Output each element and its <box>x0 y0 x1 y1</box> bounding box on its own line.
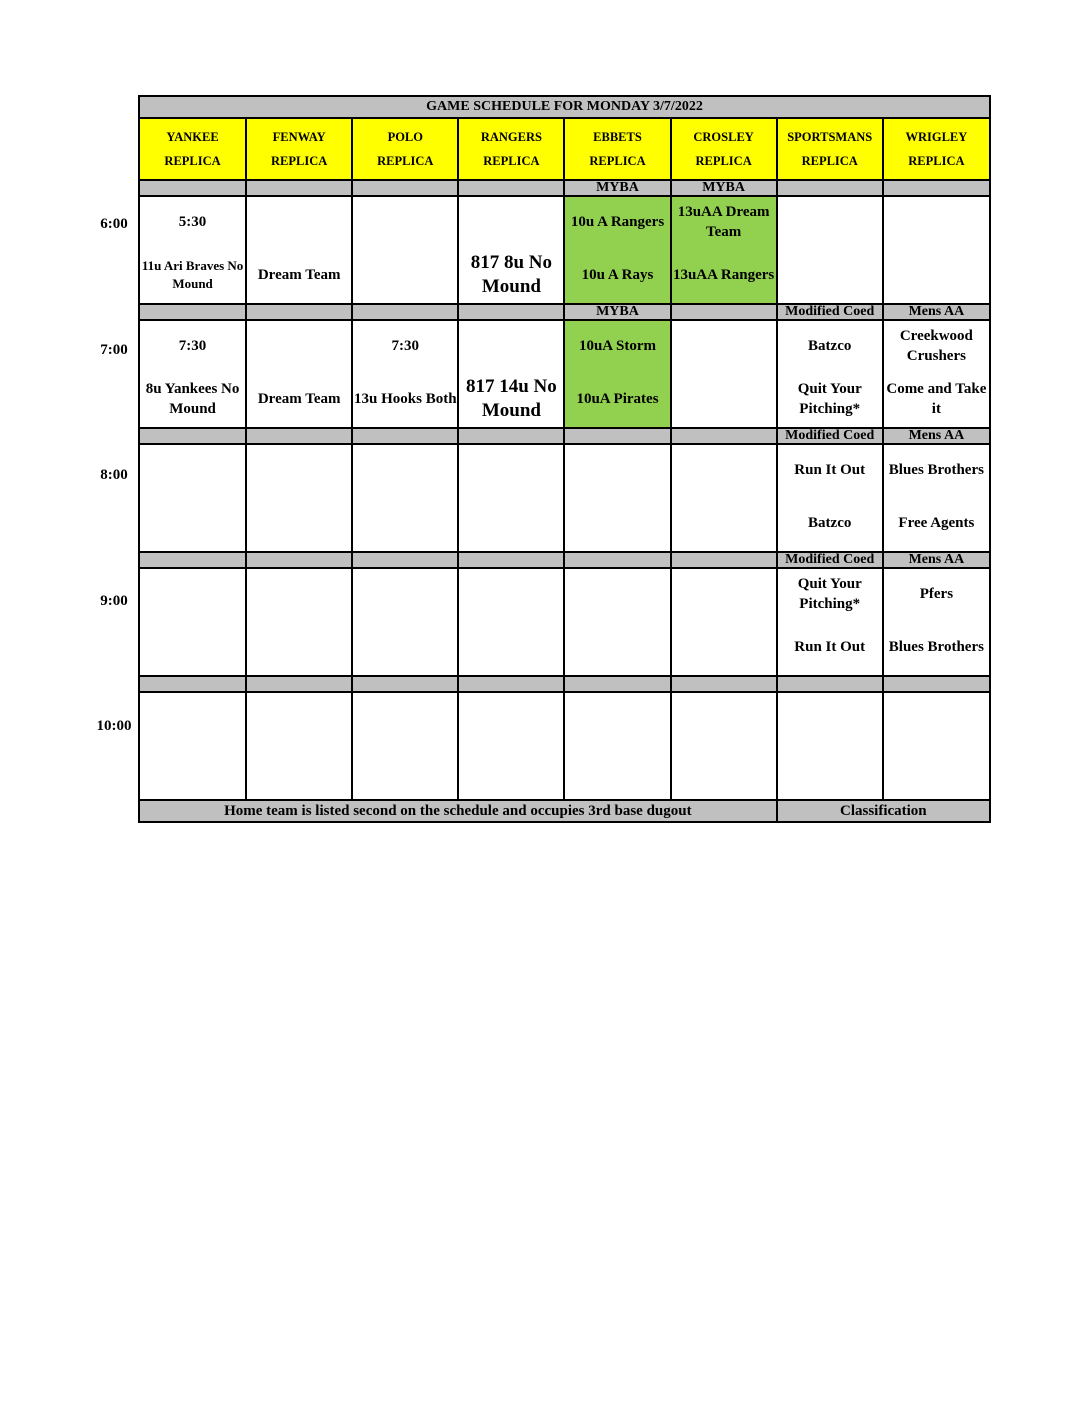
away-team <box>672 445 776 495</box>
game-cell <box>671 568 777 676</box>
away-team <box>672 569 776 619</box>
home-team: Blues Brothers <box>888 639 984 655</box>
time-label: 6:00 <box>100 216 128 232</box>
away-team <box>353 445 457 495</box>
classification-cell <box>458 676 564 692</box>
away-team <box>247 445 351 495</box>
classification-cell <box>352 552 458 568</box>
field-name: SPORTSMANS <box>787 130 873 144</box>
away-team: Blues Brothers <box>888 462 984 478</box>
classification-cell: Modified Coed <box>777 304 883 320</box>
field-header <box>139 118 246 180</box>
classification-cell: Modified Coed <box>777 428 883 444</box>
classification-cell <box>352 676 458 692</box>
classification-cell <box>139 552 246 568</box>
game-cell <box>352 568 458 676</box>
classification-cell: Mens AA <box>883 552 990 568</box>
game-cell <box>458 444 564 552</box>
field-name: YANKEE <box>166 130 219 144</box>
away-team: 7:30 <box>178 338 207 354</box>
home-team <box>565 495 669 551</box>
field-type: REPLICA <box>589 154 646 168</box>
game-cell <box>352 320 458 428</box>
away-team <box>565 693 669 743</box>
field-type: REPLICA <box>801 154 858 168</box>
game-cell <box>246 196 352 304</box>
field-type: REPLICA <box>483 154 540 168</box>
home-team <box>565 619 669 675</box>
classification-cell: MYBA <box>564 180 670 196</box>
away-team: 7:30 <box>391 338 420 354</box>
home-team: Run It Out <box>794 639 866 655</box>
home-team: Come and Take it <box>886 381 987 417</box>
game-cell <box>883 196 990 304</box>
classification-legend: Classification <box>777 800 990 822</box>
classification-cell <box>671 304 777 320</box>
game-cell <box>458 320 564 428</box>
home-team <box>884 247 989 303</box>
home-team <box>353 495 457 551</box>
field-name: CROSLEY <box>693 130 754 144</box>
game-cell <box>246 692 352 800</box>
away-team: 10uA Storm <box>578 338 657 354</box>
field-header <box>246 118 352 180</box>
home-team <box>884 743 989 799</box>
away-team: Batzco <box>808 338 852 354</box>
classification-cell: Mens AA <box>883 428 990 444</box>
home-team <box>672 743 776 799</box>
field-header <box>883 118 990 180</box>
field-type: REPLICA <box>908 154 965 168</box>
away-team <box>353 197 457 247</box>
schedule-table <box>138 95 991 823</box>
game-cell <box>352 444 458 552</box>
home-team <box>672 371 776 427</box>
home-team: Dream Team <box>257 391 341 407</box>
away-team <box>672 693 776 743</box>
game-cell <box>139 692 246 800</box>
classification-cell <box>883 180 990 196</box>
game-cell <box>671 320 777 428</box>
classification-cell <box>564 676 670 692</box>
classification-cell <box>246 180 352 196</box>
away-team <box>565 445 669 495</box>
time-label: 10:00 <box>96 718 132 734</box>
classification-cell <box>671 676 777 692</box>
away-team: Quit Your Pitching* <box>797 576 862 612</box>
field-type: REPLICA <box>695 154 752 168</box>
classification-cell: MYBA <box>671 180 777 196</box>
away-team <box>353 569 457 619</box>
game-cell <box>564 444 670 552</box>
game-cell <box>139 320 246 428</box>
away-team <box>778 197 882 247</box>
home-team <box>247 495 351 551</box>
game-cell <box>139 568 246 676</box>
game-cell <box>352 692 458 800</box>
game-cell <box>883 444 990 552</box>
field-type: REPLICA <box>164 154 221 168</box>
away-team <box>884 197 989 247</box>
away-team <box>565 569 669 619</box>
home-team <box>140 619 245 675</box>
away-team <box>140 569 245 619</box>
game-cell <box>139 196 246 304</box>
field-type: REPLICA <box>271 154 328 168</box>
classification-cell <box>139 180 246 196</box>
game-cell <box>883 692 990 800</box>
away-team <box>140 693 245 743</box>
away-team <box>140 445 245 495</box>
game-cell <box>246 444 352 552</box>
home-team: 13u Hooks Both <box>354 391 457 407</box>
home-team: Batzco <box>808 515 852 531</box>
home-team <box>672 619 776 675</box>
classification-cell <box>777 180 883 196</box>
time-label: 8:00 <box>100 467 128 483</box>
away-team <box>247 197 351 247</box>
home-team-note: Home team is listed second on the schedule and occupies 3rd base dugout <box>139 800 777 822</box>
game-cell <box>564 320 670 428</box>
away-team <box>459 197 563 247</box>
classification-cell <box>564 428 670 444</box>
away-team: Creekwood Crushers <box>899 328 973 364</box>
classification-cell: Mens AA <box>883 304 990 320</box>
field-header <box>352 118 458 180</box>
field-type: REPLICA <box>377 154 434 168</box>
home-team <box>459 743 563 799</box>
away-team <box>459 569 563 619</box>
home-team: Quit Your Pitching* <box>797 381 862 417</box>
game-cell <box>458 196 564 304</box>
home-team: Free Agents <box>898 515 975 531</box>
game-cell <box>777 692 883 800</box>
home-team <box>353 619 457 675</box>
field-header <box>564 118 670 180</box>
away-team <box>247 693 351 743</box>
game-cell <box>564 568 670 676</box>
game-cell <box>883 320 990 428</box>
field-header <box>671 118 777 180</box>
home-team: 11u Ari Braves No Mound <box>141 258 244 291</box>
game-cell <box>352 196 458 304</box>
away-team: 10u A Rangers <box>570 214 665 230</box>
home-team: 817 8u No Mound <box>470 252 553 297</box>
game-cell <box>777 320 883 428</box>
game-cell <box>246 568 352 676</box>
classification-cell <box>139 428 246 444</box>
home-team <box>247 743 351 799</box>
classification-cell <box>671 428 777 444</box>
page-title: GAME SCHEDULE FOR MONDAY 3/7/2022 <box>139 96 990 118</box>
field-name: FENWAY <box>272 130 326 144</box>
game-cell <box>671 196 777 304</box>
away-team <box>884 693 989 743</box>
home-team <box>459 619 563 675</box>
game-cell <box>564 196 670 304</box>
away-team <box>459 321 563 371</box>
home-team: 8u Yankees No Mound <box>145 381 240 417</box>
classification-cell <box>458 180 564 196</box>
home-team <box>778 247 882 303</box>
classification-cell <box>458 304 564 320</box>
home-team <box>140 495 245 551</box>
game-cell <box>671 692 777 800</box>
classification-cell <box>246 428 352 444</box>
away-team <box>778 693 882 743</box>
game-cell <box>458 692 564 800</box>
home-team: 10uA Pirates <box>576 391 659 407</box>
time-label: 7:00 <box>100 342 128 358</box>
game-cell <box>139 444 246 552</box>
classification-cell <box>246 552 352 568</box>
field-name: WRIGLEY <box>905 130 968 144</box>
field-name: RANGERS <box>480 130 542 144</box>
classification-cell <box>352 428 458 444</box>
home-team <box>353 743 457 799</box>
home-team <box>140 743 245 799</box>
away-team <box>459 445 563 495</box>
classification-cell: Modified Coed <box>777 552 883 568</box>
away-team <box>672 321 776 371</box>
classification-cell <box>352 180 458 196</box>
home-team <box>353 247 457 303</box>
home-team <box>247 619 351 675</box>
field-name: EBBETS <box>593 130 642 144</box>
away-team: Run It Out <box>794 462 866 478</box>
home-team <box>459 495 563 551</box>
game-cell <box>883 568 990 676</box>
away-team <box>353 693 457 743</box>
game-cell <box>671 444 777 552</box>
field-header <box>458 118 564 180</box>
game-cell <box>777 196 883 304</box>
classification-cell <box>352 304 458 320</box>
classification-cell <box>139 304 246 320</box>
away-team: 5:30 <box>178 214 207 230</box>
time-label: 9:00 <box>100 593 128 609</box>
classification-cell <box>777 676 883 692</box>
classification-cell <box>139 676 246 692</box>
game-cell <box>777 444 883 552</box>
home-team <box>672 495 776 551</box>
away-team <box>459 693 563 743</box>
game-cell <box>777 568 883 676</box>
away-team <box>247 321 351 371</box>
home-team: 13uAA Rangers <box>672 267 775 283</box>
game-cell <box>458 568 564 676</box>
home-team <box>778 743 882 799</box>
home-team <box>565 743 669 799</box>
classification-cell: MYBA <box>564 304 670 320</box>
classification-cell <box>564 552 670 568</box>
classification-cell <box>883 676 990 692</box>
away-team: Pfers <box>919 586 954 602</box>
classification-cell <box>458 552 564 568</box>
game-cell <box>564 692 670 800</box>
classification-cell <box>671 552 777 568</box>
home-team: Dream Team <box>257 267 341 283</box>
home-team: 10u A Rays <box>581 267 654 283</box>
away-team: 13uAA Dream Team <box>677 204 770 240</box>
game-cell <box>246 320 352 428</box>
field-header <box>777 118 883 180</box>
classification-cell <box>246 304 352 320</box>
classification-cell <box>246 676 352 692</box>
classification-cell <box>458 428 564 444</box>
away-team <box>247 569 351 619</box>
field-name: POLO <box>387 130 423 144</box>
home-team: 817 14u No Mound <box>465 376 557 421</box>
